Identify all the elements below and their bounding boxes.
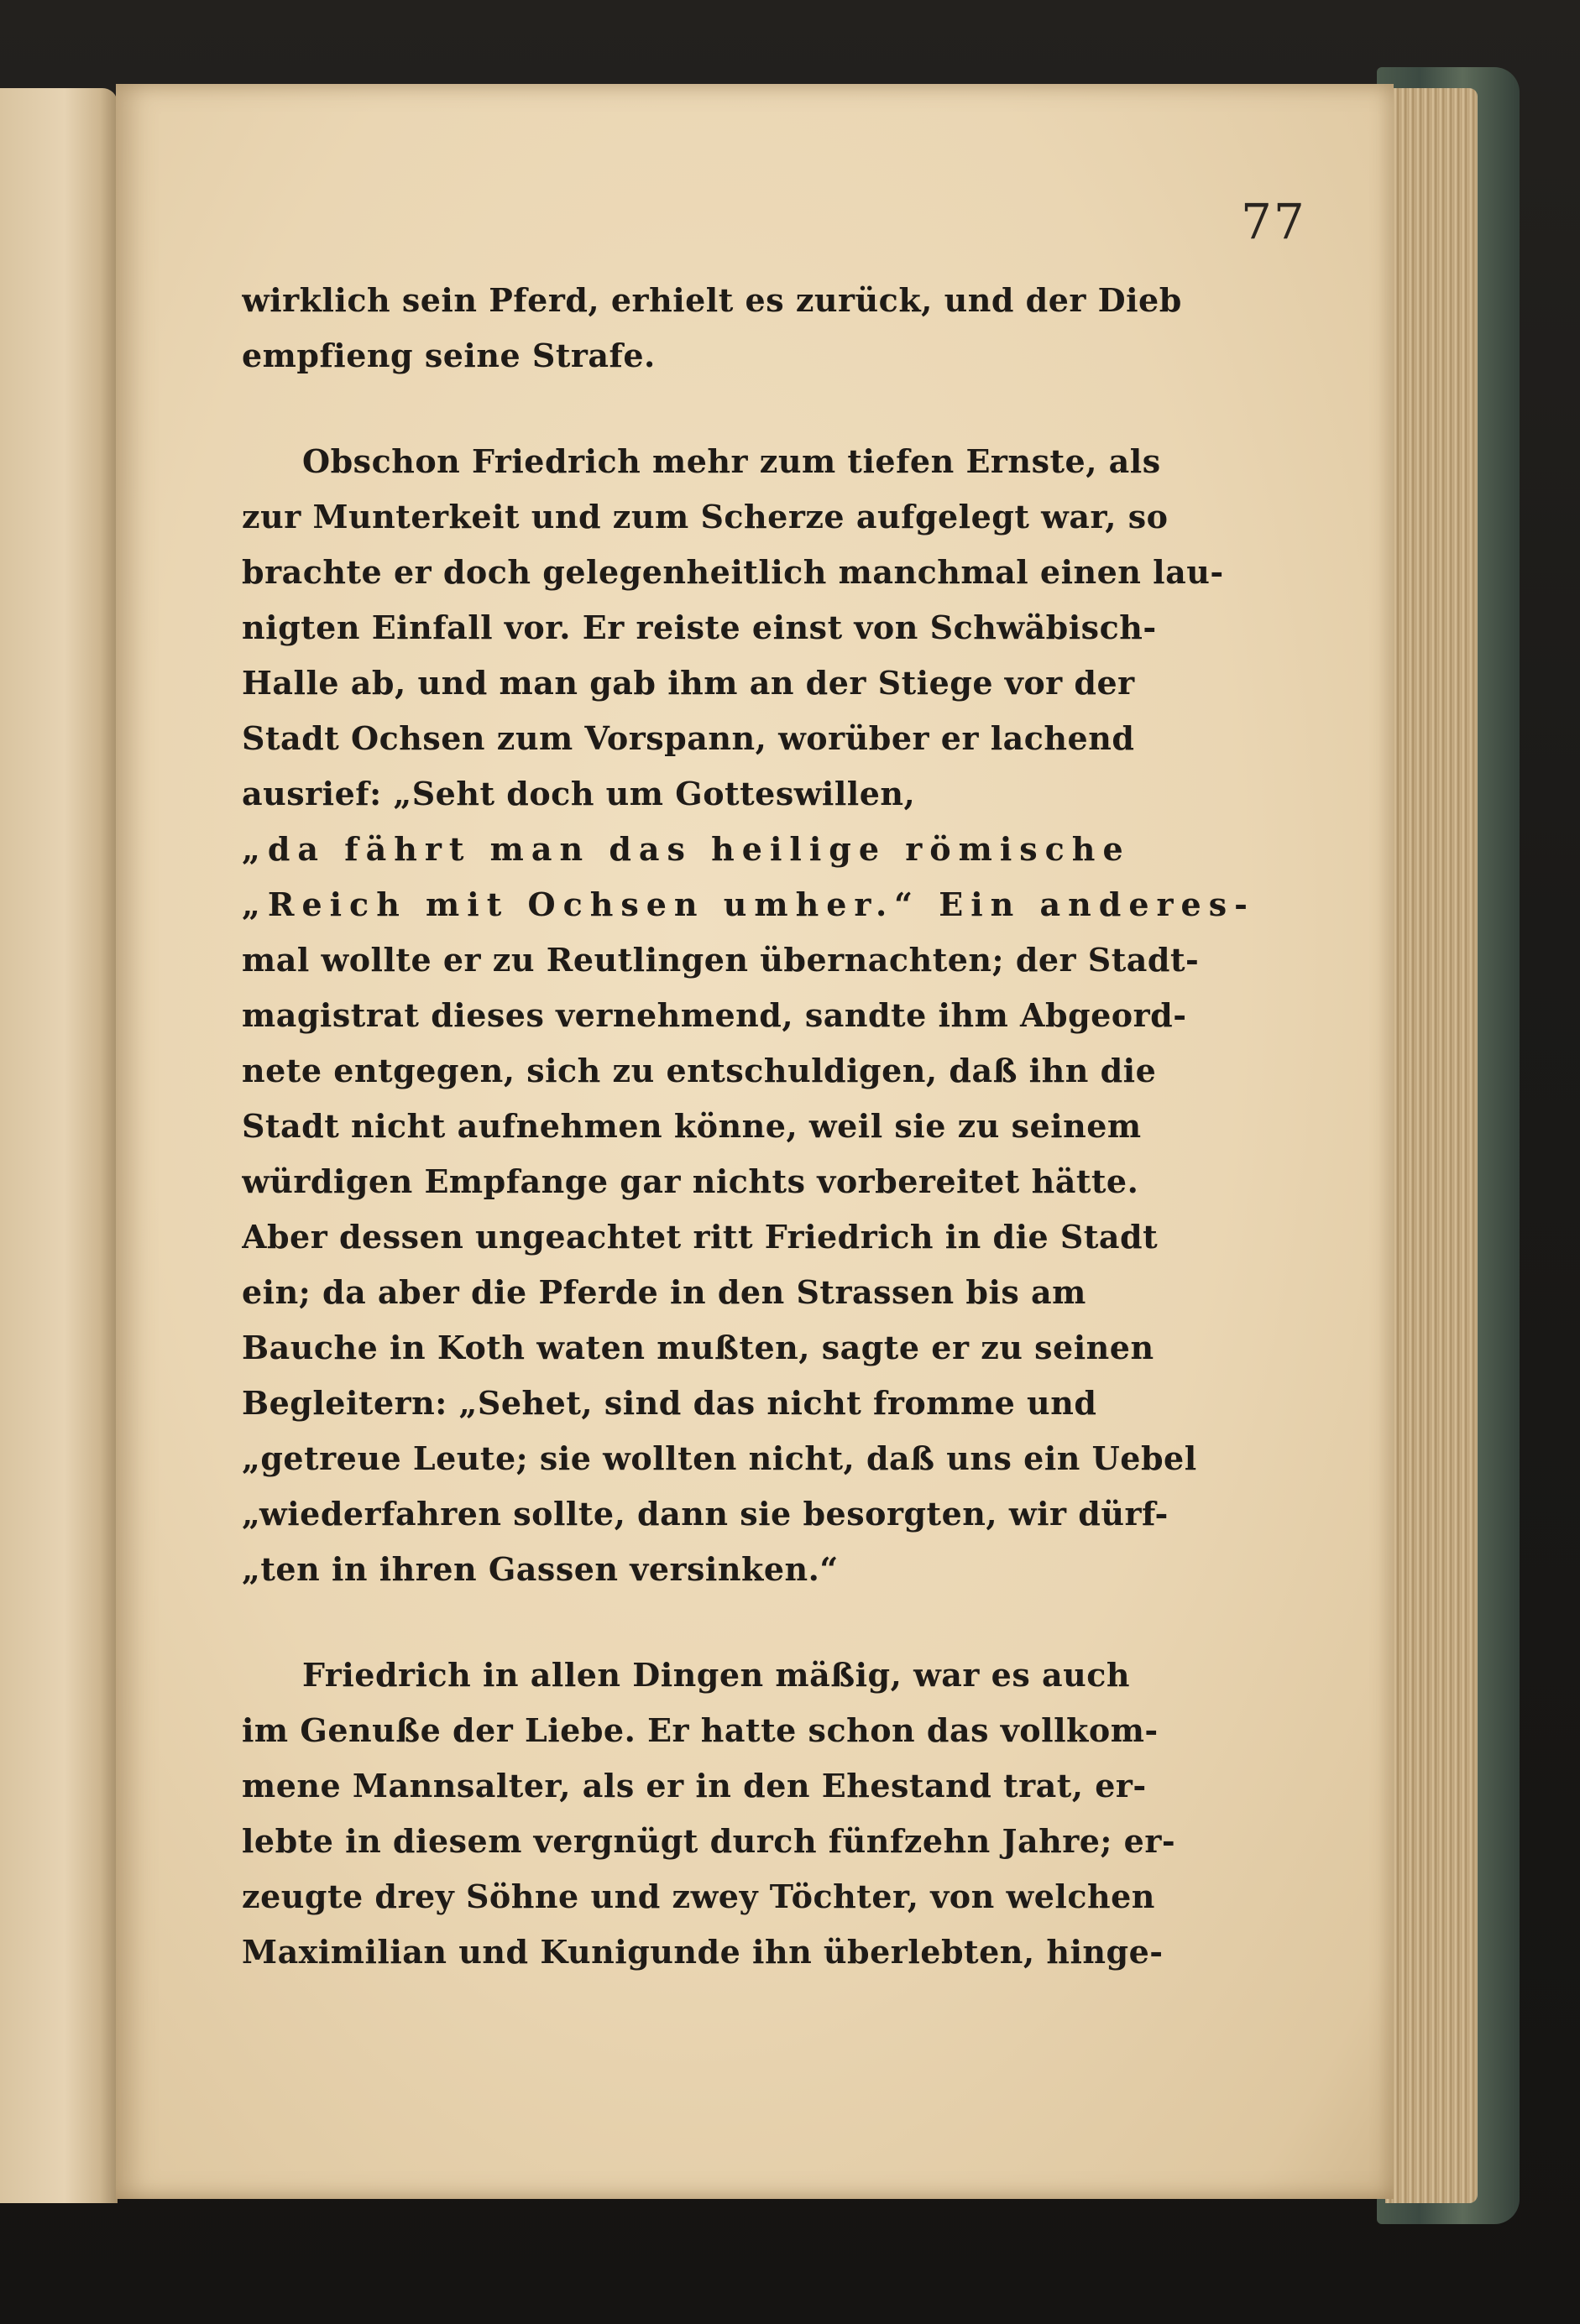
page-edges xyxy=(1385,88,1478,2203)
text-line: lebte in diesem vergnügt durch fünfzehn Jahre; er- xyxy=(242,1822,1176,1860)
text-line: Bauche in Koth waten mußten, sagte er zu seinen xyxy=(242,1329,1154,1366)
text-line: Halle ab, und man gab ihm an der Stiege vor der xyxy=(242,664,1135,702)
page-text xyxy=(242,273,1316,1980)
text-line: Maximilian und Kunigunde ihn überlebten, hinge- xyxy=(242,1933,1164,1971)
text-line: Begleitern: „Sehet, sind das nicht fromme und xyxy=(242,1384,1097,1422)
text-line: ein; da aber die Pferde in den Strassen bis am xyxy=(242,1273,1086,1311)
text-line: „ten in ihren Gassen versinken.“ xyxy=(242,1550,839,1588)
text-line: magistrat dieses vernehmend, sandte ihm Abgeord- xyxy=(242,996,1187,1034)
text-line: brachte er doch gelegenheitlich manchmal einen lau- xyxy=(242,553,1224,591)
text-line: nete entgegen, sich zu entschuldigen, daß ihn die xyxy=(242,1052,1157,1089)
left-page xyxy=(0,88,118,2203)
text-line: mene Mannsalter, als er in den Ehestand trat, er- xyxy=(242,1767,1147,1804)
text-line: Obschon Friedrich mehr zum tiefen Ernste, als xyxy=(302,442,1161,480)
text-line: Aber dessen ungeachtet ritt Friedrich in die Stadt xyxy=(242,1218,1159,1256)
text-line: empfieng seine Strafe. xyxy=(242,337,656,374)
text-line: im Genuße der Liebe. Er hatte schon das vollkom- xyxy=(242,1711,1159,1749)
text-line: „Reich mit Ochsen umher.“ Ein anderes- xyxy=(242,885,1255,923)
text-line: „getreue Leute; sie wollten nicht, daß uns ein Uebel xyxy=(242,1439,1197,1477)
book-page xyxy=(116,84,1394,2199)
text-line: zeugte drey Söhne und zwey Töchter, von welchen xyxy=(242,1877,1155,1915)
text-line: „wiederfahren sollte, dann sie besorgten, wir dürf- xyxy=(242,1495,1169,1533)
text-line: Stadt nicht aufnehmen könne, weil sie zu seinem xyxy=(242,1107,1142,1145)
text-line: ausrief: „Seht doch um Gotteswillen, xyxy=(242,775,916,812)
page-number: 77 xyxy=(1241,193,1306,250)
text-line: zur Munterkeit und zum Scherze aufgelegt war, so xyxy=(242,498,1169,535)
text-line: würdigen Empfange gar nichts vorbereitet hätte. xyxy=(242,1162,1139,1200)
text-line: nigten Einfall vor. Er reiste einst von Schwäbisch- xyxy=(242,608,1157,646)
text-line: wirklich sein Pferd, erhielt es zurück, und der Dieb xyxy=(242,281,1182,319)
text-line: Friedrich in allen Dingen mäßig, war es auch xyxy=(302,1656,1130,1694)
text-line: mal wollte er zu Reutlingen übernachten; der Stadt- xyxy=(242,941,1200,979)
text-line: „da fährt man das heilige römische xyxy=(242,830,1131,868)
text-line: Stadt Ochsen zum Vorspann, worüber er lachend xyxy=(242,719,1135,757)
